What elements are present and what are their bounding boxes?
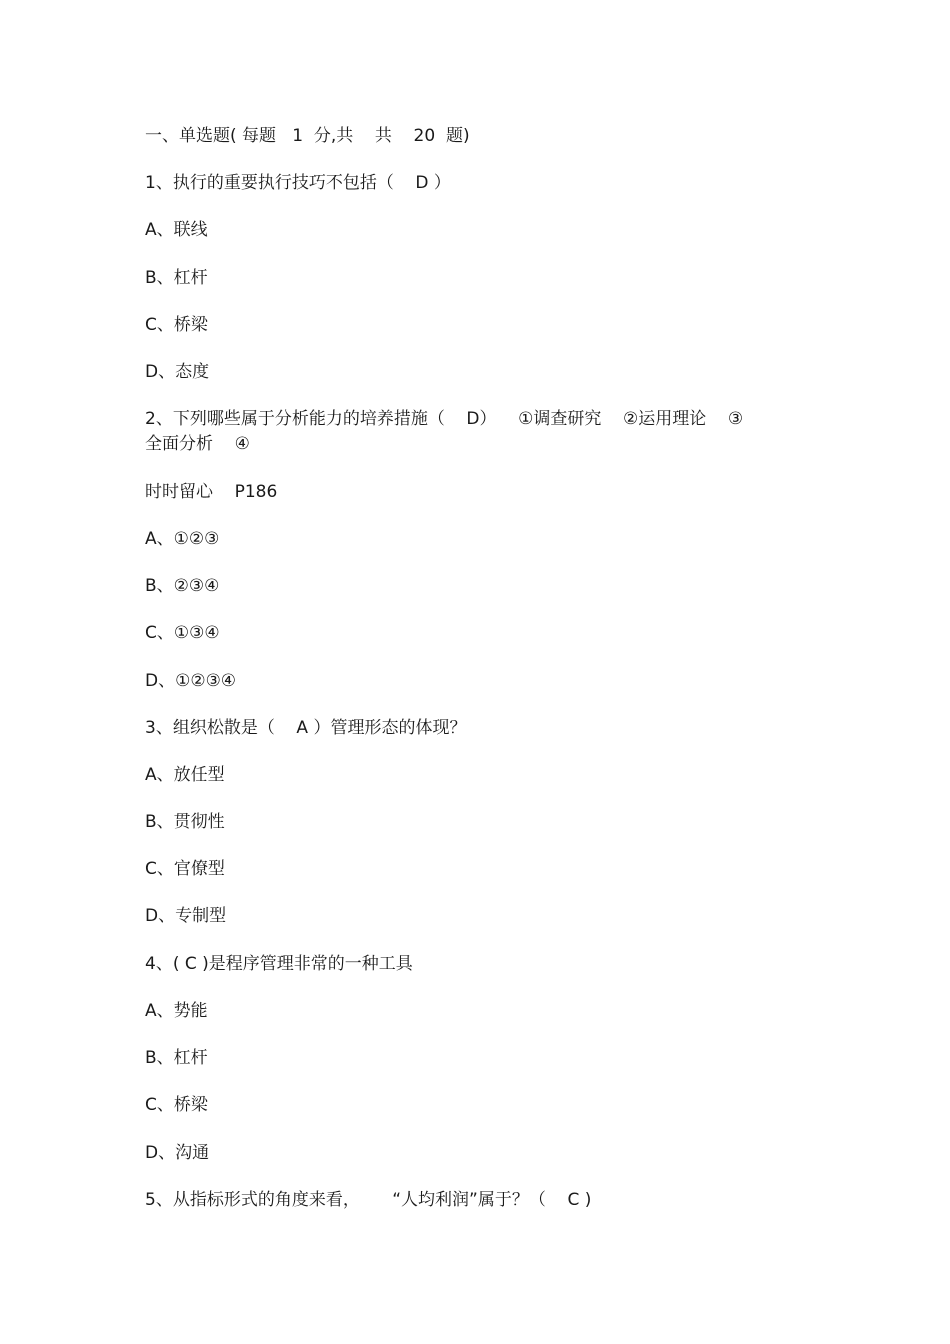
question-2-continued: 全面分析 ④ bbox=[145, 434, 250, 454]
section-heading: 一、单选题( 每题 1 分,共 共 20 题) bbox=[145, 126, 470, 146]
q3-option-a: A、放任型 bbox=[145, 765, 225, 785]
q1-option-c: C、桥梁 bbox=[145, 315, 208, 335]
question-1: 1、执行的重要执行技巧不包括（ D ） bbox=[145, 173, 451, 193]
q4-option-b: B、杠杆 bbox=[145, 1048, 208, 1068]
q2-option-b: B、②③④ bbox=[145, 576, 220, 596]
question-2-continued-2: 时时留心 P186 bbox=[145, 482, 278, 502]
q3-option-b: B、贯彻性 bbox=[145, 812, 225, 832]
question-4: 4、( C )是程序管理非常的一种工具 bbox=[145, 954, 413, 974]
q2-option-c: C、①③④ bbox=[145, 623, 220, 643]
q2-option-d: D、①②③④ bbox=[145, 671, 237, 691]
q3-option-d: D、专制型 bbox=[145, 906, 227, 926]
question-2: 2、下列哪些属于分析能力的培养措施（ D） ①调查研究 ②运用理论 ③ bbox=[145, 409, 744, 429]
q2-option-a: A、①②③ bbox=[145, 529, 220, 549]
q4-option-d: D、沟通 bbox=[145, 1143, 210, 1163]
q4-option-a: A、势能 bbox=[145, 1001, 208, 1021]
q1-option-a: A、联线 bbox=[145, 220, 208, 240]
q4-option-c: C、桥梁 bbox=[145, 1095, 208, 1115]
question-3: 3、组织松散是（ A ）管理形态的体现？ bbox=[145, 718, 467, 738]
question-5: 5、从指标形式的角度来看， “人均利润”属于？（ C ) bbox=[145, 1190, 592, 1210]
q3-option-c: C、官僚型 bbox=[145, 859, 225, 879]
q1-option-b: B、杠杆 bbox=[145, 268, 208, 288]
q1-option-d: D、态度 bbox=[145, 362, 210, 382]
